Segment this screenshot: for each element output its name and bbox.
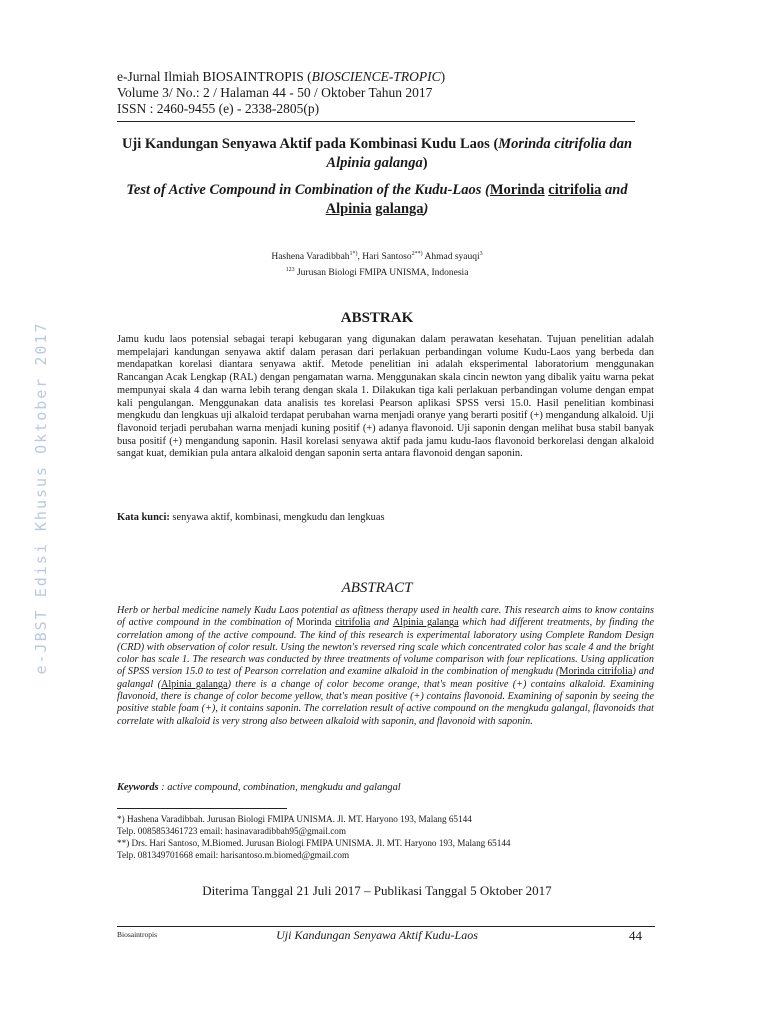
affiliation: $^{123}$ Jurusan Biologi FMIPA UNISMA, Indonesia bbox=[285, 267, 469, 279]
keywords-indonesian: Kata kunci: senyawa aktif, kombinasi, mengkudu dan lengkuas bbox=[117, 512, 385, 523]
authors bbox=[117, 248, 637, 280]
header-rule bbox=[117, 121, 635, 122]
received-date: Diterima Tanggal 21 Juli 2017 – Publikasi Tanggal 5 Oktober 2017 bbox=[202, 883, 552, 898]
author-names: Hashena Varadibbah$^{1*)}$, Hari Santoso$^{2**)}$ Ahmad syauqi$^3$ bbox=[271, 251, 483, 263]
journal-header bbox=[117, 69, 637, 117]
footer-journal: Biosaintropis bbox=[117, 930, 158, 939]
journal-issn: ISSN : 2460-9455 (e) - 2338-2805(p) bbox=[117, 101, 320, 116]
footer-running-title: Uji Kandungan Senyawa Aktif Kudu-Laos bbox=[276, 928, 478, 942]
footnotes bbox=[117, 813, 654, 861]
title-indonesian: Uji Kandungan Senyawa Aktif pada Kombinasi Kudu Laos (Morinda citrifolia dan Alpinia galanga) bbox=[121, 136, 633, 171]
page-number: 44 bbox=[629, 928, 642, 943]
journal-name: e-Jurnal Ilmiah BIOSAINTROPIS (BIOSCIENCE-TROPIC) bbox=[117, 69, 446, 84]
abstrak-heading: ABSTRAK bbox=[340, 310, 414, 326]
footnote-line: *) Hashena Varadibbah. Jurusan Biologi FMIPA UNISMA. Jl. MT. Haryono 193, Malang 65144 bbox=[117, 814, 472, 824]
abstract-body: Herb or herbal medicine namely Kudu Laos potential as afitness therapy used in health care. This research aims to know contains of active compound in the combination of Morinda citrifolia and Alpinia galanga which had different treatments, by finding the correlation among of the active compound. The kind of this research is experimental laboratory using Complete Random Design (CRD) with observation of color result. Using the newton's reversed ring scale which concentrated color has scale 4 and the bright color has scale 1. The research was conducted by three treatments of volume comparison with four replications. Using application of SPSS version 15.0 to test of Pearson correlation and examine alkaloid in the combination of mengkudu (Morinda citrifolia) and galangal (Alpinia galanga) there is a change of color become orange, that's mean positive (+) contains alkaloid. Examining flavonoid, there is change of color become yellow, that's mean positive (+) contains flavonoid. Examining of saponin by seeing the positive stable foam (+), it contains saponin. The correlation result of active compound on the mengkudu galangal, flavonoids that correlate with alkaloid is very strong also between alkaloid with saponin, and flavonoid with saponin. bbox=[117, 605, 654, 727]
footnote-line: **) Drs. Hari Santoso, M.Biomed. Jurusan Biologi FMIPA UNISMA. Jl. MT. Haryono 193, Malang 65144 bbox=[117, 838, 511, 848]
abstract-heading: ABSTRACT bbox=[341, 580, 413, 596]
footer-rule bbox=[117, 926, 655, 927]
keywords-english: Keywords : active compound, combination, mengkudu and galangal bbox=[117, 782, 401, 793]
footnote-line: Telp. 081349701668 email: harisantoso.m.biomed@gmail.com bbox=[117, 850, 350, 860]
side-watermark: e-JBST Edisi Khusus Oktober 2017 bbox=[32, 321, 50, 675]
footnote-rule bbox=[117, 808, 287, 809]
abstrak-body: Jamu kudu laos potensial sebagai terapi kebugaran yang digunakan dalam perawatan kesehatan. Tujuan penelitian adalah mempelajari kandungan senyawa aktif dalam perasan dari perlakuan perbandingan volume Kudu-Laos yang berbeda dan mendapatkan korelasi diantara senyawa aktif. Metode penelitian ini adalah eksperimental laboratorium menggunakan Rancangan Acak Lengkap (RAL) dengan pengamatan warna. Menggunakan skala cincin newton yang dibalik yaitu warna pekat mempunyai skala 4 dan warna lebih terang dengan skala 1. Dilakukan tiga kali perlakuan perbandingan volume dengan empat kali pengulangan. Menggunakan data analisis tes korelasi Pearson aplikasi SPSS versi 15.0. Hasil penelitian kombinasi mengkudu dan lengkuas uji alkaloid terdapat perubahan warna menjadi oranye yang berarti positif (+) mengandung alkaloid. Uji flavonoid terjadi perubahan warna menjadi kuning positif (+) adanya flavonoid. Uji saponin dengan melihat busa stabil banyak busa positif (+) mengandung saponin. Hasil korelasi senyawa aktif pada jamu kudu-laos flavonoid berkorelasi dengan alkaloid sangat kuat, demikian pula antara alkaloid dengan saponin serta antara flavonoid dengan saponin. bbox=[117, 334, 654, 460]
footnote-line: Telp. 0085853461723 email: hasinavaradibbah95@gmail.com bbox=[117, 826, 347, 836]
journal-volume: Volume 3/ No.: 2 / Halaman 44 - 50 / Oktober Tahun 2017 bbox=[117, 85, 433, 100]
title-english: Test of Active Compound in Combination of the Kudu-Laos (Morinda citrifolia and Alpinia galanga) bbox=[126, 182, 628, 217]
